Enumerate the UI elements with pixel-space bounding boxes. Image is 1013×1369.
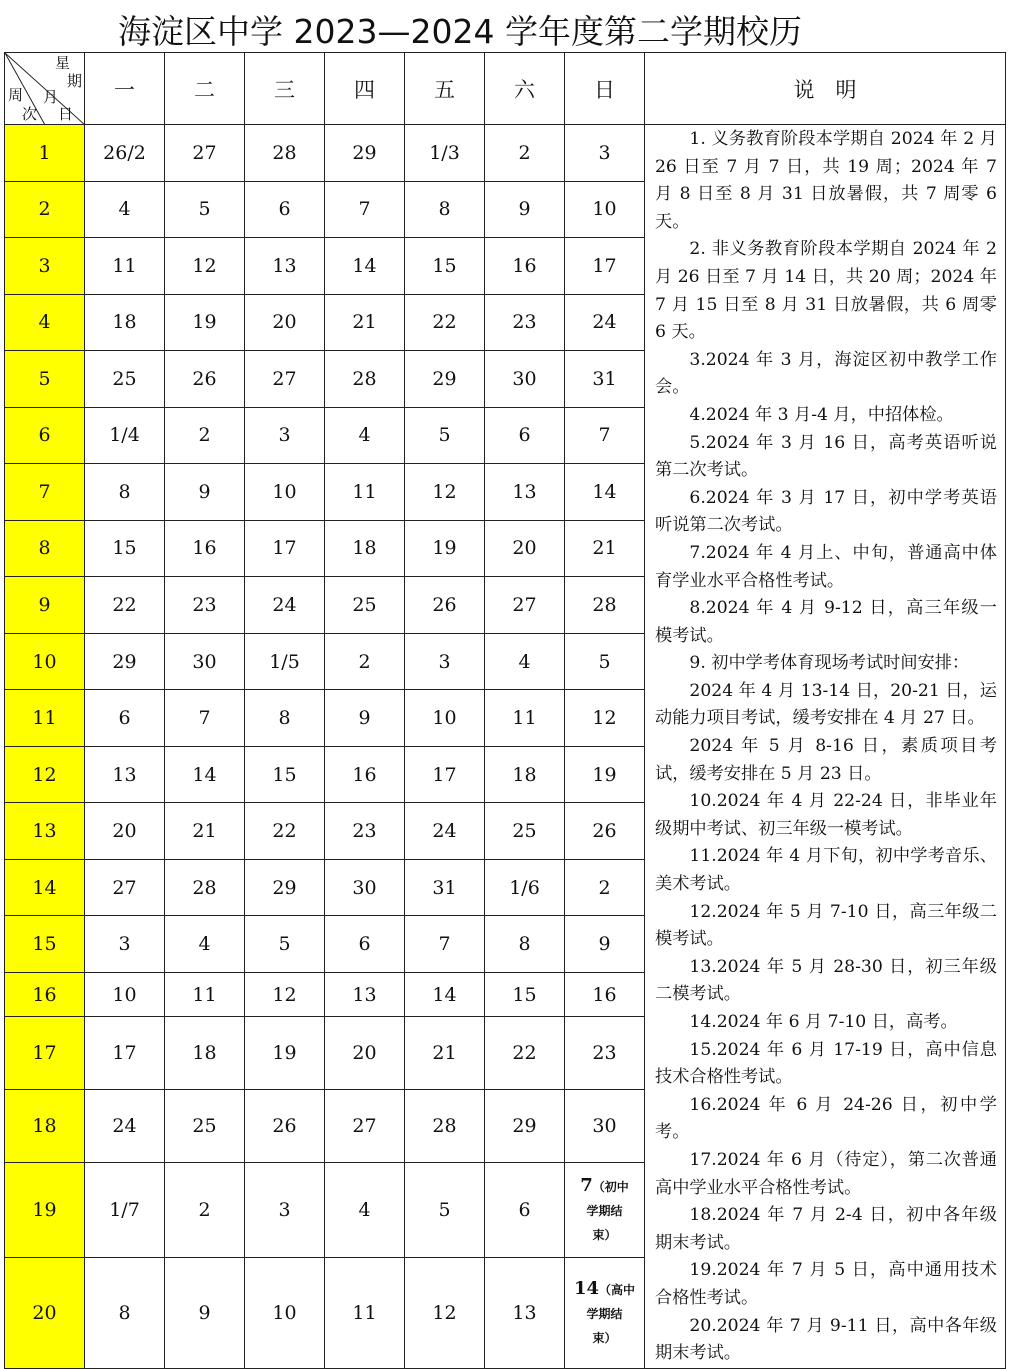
date-cell: 29: [85, 633, 165, 690]
date-cell: 6: [85, 690, 165, 747]
date-cell: 11: [485, 690, 565, 747]
date-cell: 4: [85, 181, 165, 238]
corner-label-qi: 期: [67, 72, 83, 90]
day-header-tue: 二: [165, 53, 245, 125]
date-cell: 19: [565, 746, 645, 803]
calendar-table: [4, 52, 1006, 1369]
date-cell: 10: [565, 181, 645, 238]
date-cell: 24: [85, 1090, 165, 1163]
note-item: 7.2024 年 4 月上、中旬，普通高中体育学业水平合格性考试。: [655, 542, 997, 591]
date-cell: 5: [405, 407, 485, 464]
date-cell: 18: [165, 1017, 245, 1090]
week-number-cell: 15: [5, 916, 85, 973]
date-cell: 10: [85, 972, 165, 1016]
date-cell: 26: [405, 577, 485, 634]
date-cell: 16: [485, 238, 565, 295]
date-cell: 23: [325, 803, 405, 860]
calendar-body: [5, 125, 1006, 1369]
date-cell: 5: [405, 1162, 485, 1257]
date-cell: 12: [565, 690, 645, 747]
date-cell: 3: [85, 916, 165, 973]
date-cell: 5: [565, 633, 645, 690]
day-header-sun: 日: [565, 53, 645, 125]
note-item: 2024 年 5 月 8-16 日，素质项目考试，缓考安排在 5 月 23 日。: [655, 736, 997, 784]
week-number-cell: 12: [5, 746, 85, 803]
date-cell: 4: [325, 407, 405, 464]
note-item: 20.2024 年 7 月 9-11 日，高中各年级期末考试。: [655, 1315, 997, 1364]
date-cell: 5: [245, 916, 325, 973]
term-end-note-1: （高中: [599, 1282, 636, 1297]
date-cell: 10: [405, 690, 485, 747]
date-cell: 25: [485, 803, 565, 860]
date-cell: 14: [165, 746, 245, 803]
note-item: 11.2024 年 4 月下旬，初中学考音乐、美术考试。: [655, 846, 997, 895]
date-cell: 17: [245, 520, 325, 577]
note-item: 10.2024 年 4 月 22-24 日，非毕业年级期中考试、初三年级一模考试。: [655, 791, 997, 839]
date-cell: 13: [325, 972, 405, 1016]
date-cell: 4: [325, 1162, 405, 1257]
week-number-cell: 1: [5, 125, 85, 182]
week-number-cell: 10: [5, 633, 85, 690]
date-cell: 20: [325, 1017, 405, 1090]
date-cell: 6: [485, 407, 565, 464]
date-cell: 1/4: [85, 407, 165, 464]
date-cell: 15: [245, 746, 325, 803]
date-cell: 29: [245, 859, 325, 916]
date-cell: 28: [325, 351, 405, 408]
date-cell: 28: [245, 125, 325, 182]
date-cell: 30: [485, 351, 565, 408]
note-item: 6.2024 年 3 月 17 日，初中学考英语听说第二次考试。: [655, 487, 997, 536]
date-cell: 2: [325, 633, 405, 690]
date-cell: 23: [485, 294, 565, 351]
week-number-cell: 2: [5, 181, 85, 238]
date-cell: 2: [165, 407, 245, 464]
date-cell: 28: [565, 577, 645, 634]
date-cell: 1/6: [485, 859, 565, 916]
date-cell: 23: [165, 577, 245, 634]
date-cell: 3: [565, 125, 645, 182]
term-end-date: 14: [573, 1277, 600, 1299]
date-cell: 9: [165, 1257, 245, 1368]
note-item: 3.2024 年 3 月，海淀区初中教学工作会。: [655, 349, 997, 398]
date-cell: 30: [565, 1090, 645, 1163]
term-end-cell: [565, 1257, 645, 1368]
note-item: 18.2024 年 7 月 2-4 日，初中各年级期末考试。: [655, 1205, 997, 1253]
date-cell: 8: [85, 464, 165, 521]
date-cell: 6: [325, 916, 405, 973]
date-cell: 26: [565, 803, 645, 860]
date-cell: 4: [485, 633, 565, 690]
corner-label-ci: 次: [22, 105, 38, 123]
week-number-cell: 17: [5, 1017, 85, 1090]
week-number-cell: 16: [5, 972, 85, 1016]
date-cell: 26: [245, 1090, 325, 1163]
date-cell: 15: [405, 238, 485, 295]
date-cell: 21: [165, 803, 245, 860]
date-cell: 8: [405, 181, 485, 238]
date-cell: 12: [405, 464, 485, 521]
date-cell: 2: [485, 125, 565, 182]
week-number-cell: 4: [5, 294, 85, 351]
date-cell: 16: [565, 972, 645, 1016]
date-cell: 22: [485, 1017, 565, 1090]
date-cell: 1/3: [405, 125, 485, 182]
date-cell: 3: [245, 1162, 325, 1257]
date-cell: 14: [405, 972, 485, 1016]
date-cell: 19: [245, 1017, 325, 1090]
term-end-note-2: 学期结: [586, 1306, 623, 1321]
date-cell: 22: [245, 803, 325, 860]
note-item: 9. 初中学考体育现场考试时间安排：: [689, 653, 970, 674]
date-cell: 11: [325, 1257, 405, 1368]
week-number-cell: 20: [5, 1257, 85, 1368]
date-cell: 27: [485, 577, 565, 634]
date-cell: 16: [325, 746, 405, 803]
date-cell: 17: [405, 746, 485, 803]
date-cell: 13: [485, 464, 565, 521]
date-cell: 15: [485, 972, 565, 1016]
note-item: 19.2024 年 7 月 5 日，高中通用技术合格性考试。: [655, 1260, 997, 1308]
corner-label-yue: 月: [43, 88, 59, 106]
date-cell: 29: [405, 351, 485, 408]
date-cell: 25: [85, 351, 165, 408]
notes-header: 说 明: [645, 53, 1006, 125]
date-cell: 10: [245, 464, 325, 521]
date-cell: 7: [405, 916, 485, 973]
date-cell: 17: [565, 238, 645, 295]
date-cell: 21: [325, 294, 405, 351]
date-cell: 24: [405, 803, 485, 860]
date-cell: 7: [325, 181, 405, 238]
week-number-cell: 6: [5, 407, 85, 464]
date-cell: 6: [245, 181, 325, 238]
date-cell: 13: [85, 746, 165, 803]
date-cell: 14: [325, 238, 405, 295]
header-row: [5, 53, 1006, 125]
page-title: 海淀区中学 2023—2024 学年度第二学期校历: [118, 12, 802, 51]
date-cell: 3: [405, 633, 485, 690]
date-cell: 15: [85, 520, 165, 577]
date-cell: 11: [85, 238, 165, 295]
date-cell: 2: [565, 859, 645, 916]
week-number-cell: 13: [5, 803, 85, 860]
note-item: 1. 义务教育阶段本学期自 2024 年 2 月 26 日至 7 月 7 日，共 19 周；2024 年 7 月 8 日至 8 月 31 日放暑假，共 7 周零 6 天。: [655, 129, 997, 232]
week-number-cell: 18: [5, 1090, 85, 1163]
date-cell: 10: [245, 1257, 325, 1368]
week-number-cell: 5: [5, 351, 85, 408]
day-header-thu: 四: [325, 53, 405, 125]
date-cell: 31: [565, 351, 645, 408]
date-cell: 29: [485, 1090, 565, 1163]
date-cell: 13: [485, 1257, 565, 1368]
date-cell: 27: [325, 1090, 405, 1163]
corner-label-ri: 日: [58, 105, 74, 123]
date-cell: 19: [405, 520, 485, 577]
note-item: 2024 年 4 月 13-14 日，20-21 日，运动能力项目考试，缓考安排在 4 月 27 日。: [655, 680, 997, 729]
note-item: 5.2024 年 3 月 16 日，高考英语听说第二次考试。: [655, 432, 997, 481]
date-cell: 20: [85, 803, 165, 860]
date-cell: 25: [325, 577, 405, 634]
date-cell: 26: [165, 351, 245, 408]
date-cell: 21: [405, 1017, 485, 1090]
date-cell: 9: [485, 181, 565, 238]
note-item: 14.2024 年 6 月 7-10 日，高考。: [689, 1012, 958, 1032]
date-cell: 21: [565, 520, 645, 577]
date-cell: 8: [245, 690, 325, 747]
term-end-note-3: 束）: [592, 1227, 617, 1242]
date-cell: 20: [485, 520, 565, 577]
date-cell: 8: [485, 916, 565, 973]
date-cell: 14: [565, 464, 645, 521]
term-end-cell: [565, 1162, 645, 1257]
week-number-cell: 9: [5, 577, 85, 634]
date-cell: 2: [165, 1162, 245, 1257]
date-cell: 13: [245, 238, 325, 295]
date-cell: 9: [325, 690, 405, 747]
note-item: 15.2024 年 6 月 17-19 日，高中信息技术合格性考试。: [655, 1039, 997, 1088]
date-cell: 1/5: [245, 633, 325, 690]
term-end-date: 7: [580, 1174, 593, 1196]
corner-label-zhou: 周: [8, 86, 24, 104]
week-number-cell: 14: [5, 859, 85, 916]
date-cell: 9: [565, 916, 645, 973]
note-item: 13.2024 年 5 月 28-30 日，初三年级二模考试。: [655, 956, 997, 1005]
date-cell: 8: [85, 1257, 165, 1368]
notes-list: [645, 125, 1005, 1368]
date-cell: 29: [325, 125, 405, 182]
table-row: [5, 125, 1006, 182]
week-number-cell: 7: [5, 464, 85, 521]
week-number-cell: 8: [5, 520, 85, 577]
date-cell: 20: [245, 294, 325, 351]
date-cell: 7: [565, 407, 645, 464]
term-end-note-3: 束）: [592, 1330, 617, 1345]
date-cell: 27: [85, 859, 165, 916]
date-cell: 28: [165, 859, 245, 916]
date-cell: 18: [325, 520, 405, 577]
corner-label-xing: 星: [55, 54, 71, 72]
date-cell: 28: [405, 1090, 485, 1163]
note-item: 12.2024 年 5 月 7-10 日，高三年级二模考试。: [655, 901, 997, 950]
date-cell: 11: [165, 972, 245, 1016]
note-item: 2. 非义务教育阶段本学期自 2024 年 2 月 26 日至 7 月 14 日，共 20 周；2024 年 7 月 15 日至 8 月 31 日放暑假，共 6 周零 6 天。: [655, 239, 997, 343]
date-cell: 19: [165, 294, 245, 351]
note-item: 16.2024 年 6 月 24-26 日，初中学考。: [655, 1094, 997, 1143]
date-cell: 31: [405, 859, 485, 916]
note-item: 4.2024 年 3 月-4 月，中招体检。: [689, 404, 954, 425]
date-cell: 12: [245, 972, 325, 1016]
date-cell: 12: [165, 238, 245, 295]
date-cell: 22: [405, 294, 485, 351]
date-cell: 22: [85, 577, 165, 634]
date-cell: 27: [245, 351, 325, 408]
day-header-mon: 一: [85, 53, 165, 125]
date-cell: 12: [405, 1257, 485, 1368]
date-cell: 18: [85, 294, 165, 351]
note-item: 8.2024 年 4 月 9-12 日，高三年级一模考试。: [655, 598, 997, 646]
date-cell: 23: [565, 1017, 645, 1090]
date-cell: 26/2: [85, 125, 165, 182]
term-end-note-2: 学期结: [586, 1203, 623, 1218]
date-cell: 3: [245, 407, 325, 464]
date-cell: 17: [85, 1017, 165, 1090]
term-end-note-1: （初中: [592, 1179, 629, 1194]
corner-header-cell: [5, 53, 85, 125]
date-cell: 11: [325, 464, 405, 521]
date-cell: 6: [485, 1162, 565, 1257]
day-header-fri: 五: [405, 53, 485, 125]
date-cell: 16: [165, 520, 245, 577]
notes-cell: [645, 125, 1006, 1369]
date-cell: 27: [165, 125, 245, 182]
day-header-sat: 六: [485, 53, 565, 125]
date-cell: 18: [485, 746, 565, 803]
date-cell: 24: [565, 294, 645, 351]
date-cell: 9: [165, 464, 245, 521]
day-header-wed: 三: [245, 53, 325, 125]
date-cell: 5: [165, 181, 245, 238]
note-item: 17.2024 年 6 月（待定），第二次普通高中学业水平合格性考试。: [655, 1149, 997, 1198]
date-cell: 7: [165, 690, 245, 747]
week-number-cell: 3: [5, 238, 85, 295]
date-cell: 25: [165, 1090, 245, 1163]
date-cell: 30: [165, 633, 245, 690]
date-cell: 1/7: [85, 1162, 165, 1257]
week-number-cell: 11: [5, 690, 85, 747]
date-cell: 24: [245, 577, 325, 634]
date-cell: 4: [165, 916, 245, 973]
date-cell: 30: [325, 859, 405, 916]
week-number-cell: 19: [5, 1162, 85, 1257]
